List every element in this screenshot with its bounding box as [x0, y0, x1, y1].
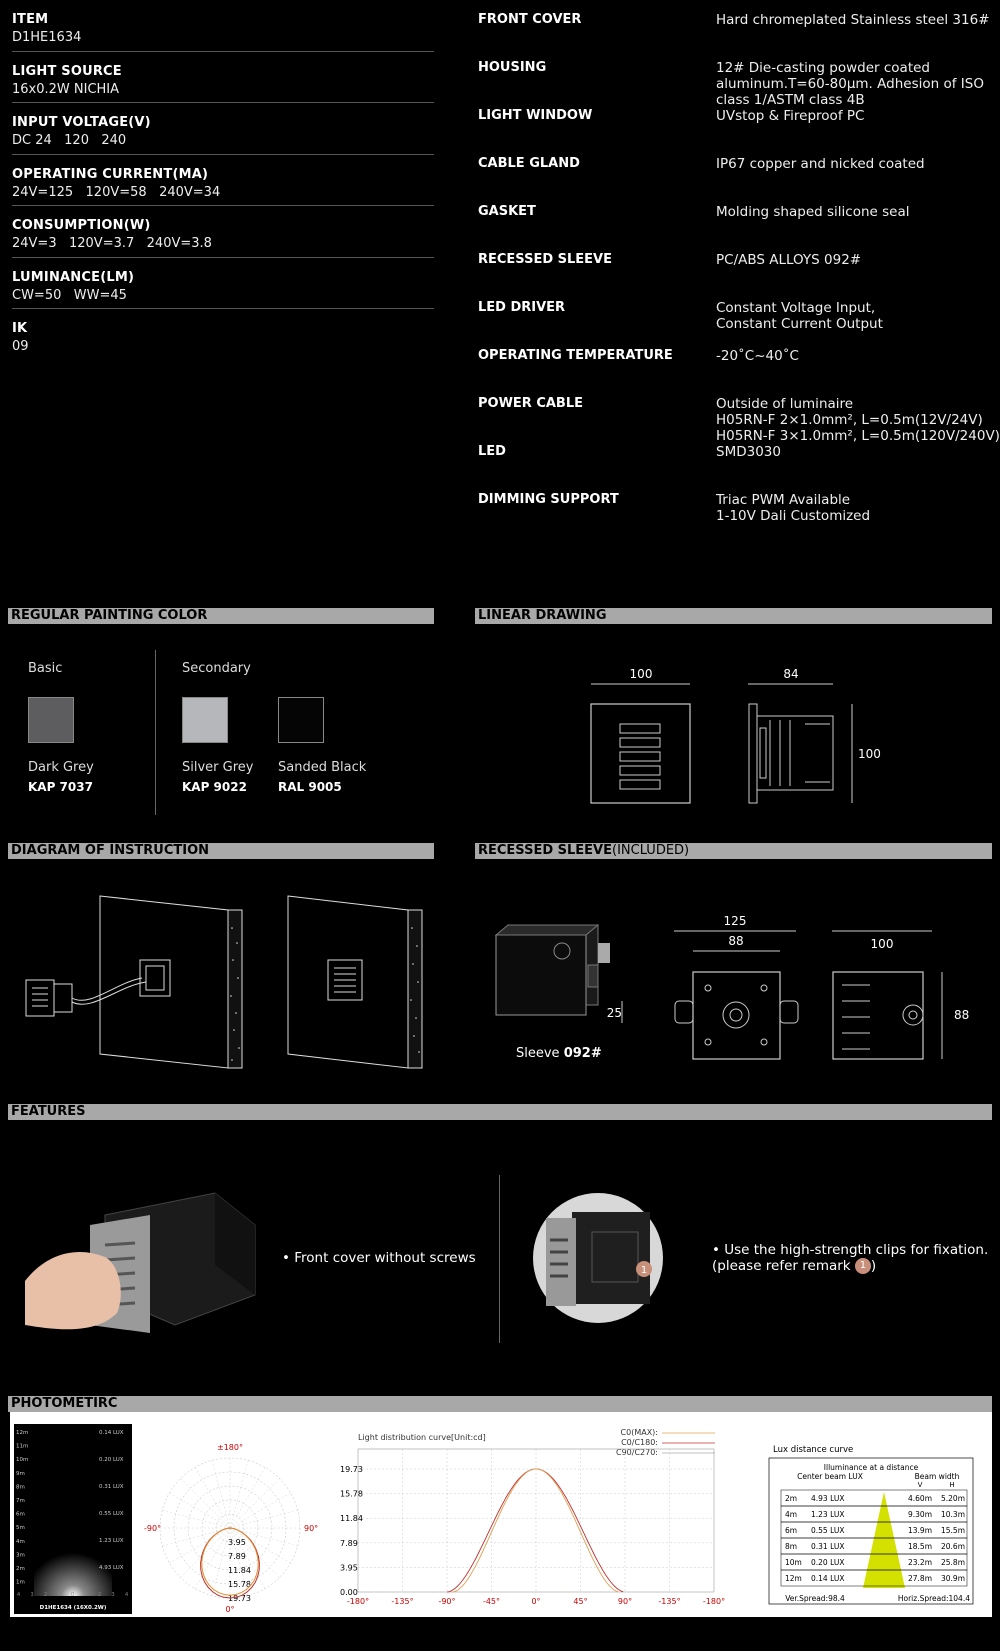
instruction-diagram	[20, 888, 440, 1078]
color-code: KAP 9022	[182, 780, 247, 794]
lux-table-distance: 2m	[785, 1494, 798, 1503]
lux-table-lux: 1.23 LUX	[811, 1510, 845, 1519]
lux-table-header-h: H	[949, 1481, 955, 1489]
lux-table-h: 30.9m	[941, 1574, 966, 1583]
spec-value-line: Outside of luminaire	[716, 396, 854, 412]
spec-value-line: -20˚C~40˚C	[716, 348, 799, 364]
spec-row	[478, 156, 988, 204]
curve-y-tick: 7.89	[340, 1538, 358, 1548]
color-name: Silver Grey	[182, 760, 254, 775]
spec-row	[478, 60, 988, 108]
lux-table-distance: 6m	[785, 1526, 798, 1535]
lux-table-lux: 4.93 LUX	[811, 1494, 845, 1503]
clip-badge: 1	[640, 1265, 648, 1276]
feature-clips-line1: • Use the high-strength clips for fixation.	[712, 1242, 989, 1258]
lux-table-header-center: Center beam LUX	[797, 1472, 863, 1481]
lux-table-row	[781, 1506, 967, 1522]
polar-spoke	[230, 1493, 291, 1528]
spec-row	[12, 0, 434, 52]
lux-table-distance: 10m	[785, 1558, 802, 1567]
color-code: RAL 9005	[278, 780, 342, 794]
sleeve-photo	[488, 905, 628, 1015]
spec-row	[478, 108, 988, 156]
polar-spoke	[181, 1479, 230, 1528]
sleeve-caption-code: 092#	[563, 1046, 602, 1061]
isolux-lux-label: 0.55 LUX	[99, 1511, 124, 1517]
isolux-axis-tick: 3	[30, 1592, 34, 1598]
feature-photo-clip	[532, 1192, 664, 1324]
lux-table-row	[781, 1490, 967, 1506]
spec-value-line: 12# Die-casting powder coated	[716, 60, 931, 76]
curve-x-tick: -180°	[346, 1597, 370, 1606]
lux-table-header-v: V	[917, 1481, 923, 1489]
isolux-distance: 5m	[16, 1525, 25, 1532]
isolux-diagram	[14, 1424, 132, 1614]
sleeve-drawing	[606, 905, 970, 1065]
isolux-axis-tick: 3	[111, 1592, 115, 1598]
right-spec-list	[478, 12, 1000, 540]
dim-overall: 125	[723, 914, 747, 928]
spec-row	[12, 155, 434, 207]
spec-value-line: SMD3030	[716, 444, 781, 460]
curve-series	[447, 1469, 623, 1592]
curve-y-tick: 15.78	[340, 1489, 363, 1499]
curve-y-tick: 0.00	[340, 1588, 358, 1597]
polar-diagram	[140, 1436, 330, 1616]
lux-table-h: 5.20m	[941, 1494, 966, 1503]
spec-label: HOUSING	[478, 60, 547, 75]
lux-table-header-width: Beam width	[914, 1472, 960, 1481]
polar-ring-label: 7.89	[228, 1552, 246, 1561]
spec-label: INPUT VOLTAGE(V)	[12, 115, 151, 130]
section-features: FEATURES	[8, 1104, 992, 1120]
spec-value	[716, 300, 883, 332]
isolux-axis-tick: 2	[44, 1592, 48, 1598]
isolux-lux-label: 4.93 LUX	[99, 1565, 124, 1571]
spec-value-line: PC/ABS ALLOYS 092#	[716, 252, 862, 268]
isolux-distance: 1m	[16, 1579, 25, 1586]
isolux-distance: 2m	[16, 1566, 25, 1572]
lux-table-lux: 0.14 LUX	[811, 1574, 845, 1583]
dim-sleeve-height: 88	[954, 1008, 970, 1022]
spec-value: 16x0.2W NICHIA	[12, 81, 120, 97]
section-painting-color: REGULAR PAINTING COLOR	[8, 608, 434, 624]
curve-legend-label: C0(MAX):	[620, 1428, 658, 1437]
curve-x-tick: -135°	[391, 1597, 414, 1606]
spec-row	[12, 52, 434, 104]
polar-spoke	[181, 1528, 230, 1577]
spec-row	[478, 300, 988, 348]
spec-value: 24V=3 120V=3.7 240V=3.8	[12, 236, 212, 251]
swatch-dark-grey	[28, 697, 74, 743]
polar-label-right: 90°	[304, 1524, 319, 1533]
isolux-lux-label: 0.14 LUX	[99, 1430, 124, 1436]
polar-spoke	[169, 1493, 230, 1528]
spec-row	[478, 252, 988, 300]
curve-y-tick: 11.84	[340, 1514, 363, 1524]
feature-front-cover: • Front cover without screws	[282, 1250, 476, 1266]
lux-table-lux: 0.20 LUX	[811, 1558, 845, 1567]
spec-value	[716, 492, 870, 524]
color-name: Sanded Black	[278, 760, 367, 775]
spec-label: RECESSED SLEEVE	[478, 252, 612, 267]
spec-row	[478, 396, 1000, 444]
spec-value-line: Constant Voltage Input,	[716, 300, 876, 316]
curve-x-tick: 45°	[573, 1597, 588, 1606]
spec-label: FRONT COVER	[478, 12, 582, 27]
spec-value: 09	[12, 339, 29, 354]
left-spec-list	[12, 0, 434, 361]
lux-table-h: 10.3m	[941, 1510, 966, 1519]
isolux-axis-tick: 4	[125, 1592, 129, 1598]
spec-value	[716, 444, 781, 460]
spec-label: CONSUMPTION(W)	[12, 218, 151, 233]
sleeve-subtitle: (INCLUDED)	[612, 843, 690, 858]
lux-table-distance: 12m	[785, 1574, 802, 1583]
spec-label: LUMINANCE(LM)	[12, 269, 135, 285]
spec-row	[478, 444, 988, 492]
spec-label: CABLE GLAND	[478, 156, 580, 171]
isolux-distance: 11m	[16, 1443, 29, 1450]
isolux-lux-label: 1.23 LUX	[99, 1538, 124, 1544]
lux-table-h: 25.8m	[941, 1558, 966, 1567]
spec-value-line: UVstop & Fireproof PC	[716, 108, 865, 124]
isolux-axis-tick: 2	[98, 1592, 102, 1598]
lux-table-v: 23.2m	[908, 1558, 933, 1567]
lux-table-v: 4.60m	[908, 1494, 933, 1503]
curve-legend-label: C0/C180:	[621, 1438, 658, 1447]
secondary-label: Secondary	[182, 661, 251, 676]
curve-title: Light distribution curve[Unit:cd]	[358, 1433, 486, 1442]
remark-badge: 1	[855, 1258, 871, 1274]
lux-table-v: 9.30m	[908, 1510, 933, 1519]
isolux-axis-tick: 1	[57, 1592, 61, 1598]
isolux-axis-tick: 1	[84, 1592, 88, 1598]
polar-ring-label: 15.78	[228, 1580, 251, 1589]
polar-ring-label: 19.73	[228, 1594, 251, 1603]
lux-table-row	[781, 1522, 967, 1538]
isolux-distance: 7m	[16, 1498, 25, 1504]
spec-label: DIMMING SUPPORT	[478, 492, 619, 507]
isolux-lux-label: 0.31 LUX	[99, 1484, 124, 1490]
spec-label: LED DRIVER	[478, 300, 566, 315]
spec-value-line: Triac PWM Available	[716, 492, 851, 508]
spec-label: LED	[478, 444, 506, 459]
spec-row	[12, 206, 434, 258]
curve-x-tick: -135°	[658, 1597, 681, 1606]
spec-value: DC 24 120 240	[12, 133, 127, 148]
spec-value	[716, 252, 861, 268]
feature-clips-remark-end: )	[870, 1258, 877, 1274]
spec-value-line: IP67 copper and nicked coated	[716, 156, 925, 172]
polar-spoke	[230, 1467, 265, 1528]
spec-value-line: Hard chromeplated Stainless steel 316#	[716, 12, 990, 28]
lux-table-distance: 4m	[785, 1510, 798, 1519]
isolux-distance: 3m	[16, 1552, 25, 1559]
isolux-distance: 8m	[16, 1484, 25, 1491]
spec-value	[716, 108, 864, 124]
lux-table-title: Lux distance curve	[773, 1445, 854, 1455]
spec-label: IK	[12, 321, 28, 336]
spec-value-line: 1-10V Dali Customized	[716, 508, 871, 524]
dim-side: 25	[606, 1006, 622, 1020]
sleeve-caption	[516, 1046, 602, 1061]
spec-value	[716, 156, 925, 172]
spec-value	[716, 12, 990, 28]
spec-label: OPERATING TEMPERATURE	[478, 348, 673, 363]
feature-clips	[712, 1242, 988, 1274]
lux-table-distance: 8m	[785, 1542, 798, 1551]
isolux-distance: 4m	[16, 1538, 25, 1545]
polar-ring-label: 3.95	[228, 1538, 246, 1547]
section-recessed-sleeve	[475, 843, 992, 859]
polar-spoke	[230, 1460, 248, 1528]
isolux-distance: 6m	[16, 1511, 25, 1518]
lux-beam-cone	[863, 1492, 905, 1588]
dim-inner: 88	[728, 934, 744, 948]
spec-value: 24V=125 120V=58 240V=34	[12, 184, 221, 200]
spec-label: OPERATING CURRENT(MA)	[12, 166, 209, 182]
color-code: KAP 7037	[28, 780, 93, 794]
polar-spoke	[212, 1460, 230, 1528]
spec-row	[12, 258, 434, 310]
curve-x-tick: 0°	[531, 1597, 541, 1606]
lux-table-lux: 0.31 LUX	[811, 1542, 845, 1551]
lux-table-v: 18.5m	[908, 1542, 933, 1551]
spec-value	[716, 204, 909, 220]
isolux-lux-label: 0.20 LUX	[99, 1457, 124, 1463]
polar-spoke	[230, 1479, 279, 1528]
curve-x-tick: -45°	[482, 1597, 501, 1606]
section-linear-drawing: LINEAR DRAWING	[475, 608, 992, 624]
sleeve-title: RECESSED SLEEVE	[478, 843, 612, 858]
basic-label: Basic	[28, 661, 63, 676]
spec-value-line: aluminum.T=60-80μm. Adhesion of ISO	[716, 76, 984, 92]
spec-value: CW=50 WW=45	[12, 287, 127, 303]
feature-clips-remark: (please refer remark	[712, 1258, 855, 1274]
polar-spoke	[230, 1510, 298, 1528]
polar-ring-label: 11.84	[228, 1566, 251, 1575]
lux-table-header: Illuminance at a distance	[823, 1463, 919, 1472]
curve-legend-label: C90/C270:	[615, 1448, 658, 1457]
feature-clips-line2	[712, 1258, 988, 1274]
lux-table-h: 15.5m	[941, 1526, 966, 1535]
spec-value-line: H05RN-F 3×1.0mm², L=0.5m(120V/240V)	[716, 428, 1000, 444]
polar-spoke	[162, 1528, 230, 1546]
polar-spoke	[169, 1528, 230, 1563]
dim-height: 100	[858, 747, 881, 761]
dim-depth: 84	[783, 667, 799, 681]
spec-row	[478, 204, 988, 252]
swatch-sanded-black	[278, 697, 324, 743]
spec-label: LIGHT SOURCE	[12, 63, 122, 79]
spec-value-line: class 1/ASTM class 4B	[716, 92, 865, 108]
isolux-axis-tick: 4	[17, 1592, 21, 1598]
spec-row	[478, 492, 988, 540]
lux-ver-spread: Ver.Spread:98.4	[785, 1594, 845, 1603]
color-name: Dark Grey	[28, 760, 94, 775]
dim-width: 100	[629, 667, 653, 681]
linear-drawing	[580, 660, 880, 810]
polar-spoke	[162, 1510, 230, 1528]
spec-row	[12, 103, 434, 155]
feature-divider	[499, 1175, 500, 1343]
section-instruction: DIAGRAM OF INSTRUCTION	[8, 843, 434, 859]
polar-label-top: ±180°	[217, 1443, 243, 1452]
spec-label: POWER CABLE	[478, 396, 584, 411]
sleeve-caption-text: Sleeve	[516, 1046, 564, 1061]
isolux-caption: D1HE1634 (16X0.2W)	[39, 1605, 107, 1611]
isolux-distance: 12m	[16, 1430, 29, 1436]
lux-table-h: 20.6m	[941, 1542, 966, 1551]
curve-series	[452, 1469, 618, 1592]
curve-y-tick: 19.73	[340, 1465, 363, 1474]
spec-value	[716, 396, 1000, 444]
color-divider	[155, 650, 156, 815]
swatch-silver-grey	[182, 697, 228, 743]
light-distribution-chart	[340, 1424, 750, 1614]
feature-photo-hand	[25, 1185, 255, 1335]
dim-sleeve-depth: 100	[870, 937, 894, 951]
curve-y-tick: 3.95	[340, 1563, 358, 1573]
spec-value-line: Molding shaped silicone seal	[716, 204, 910, 220]
isolux-distance: 10m	[16, 1457, 29, 1464]
curve-x-tick: -90°	[438, 1597, 456, 1606]
lux-table-v: 27.8m	[908, 1574, 933, 1583]
polar-label-bottom: 0°	[225, 1605, 235, 1614]
spec-row	[12, 309, 434, 361]
spec-value	[716, 348, 799, 364]
curve-x-tick: 90°	[617, 1597, 633, 1606]
spec-value	[716, 60, 984, 108]
spec-label: ITEM	[12, 12, 49, 27]
isolux-axis-tick: 0	[71, 1592, 75, 1598]
spec-value-line: Constant Current Output	[716, 316, 883, 332]
lux-table-lux: 0.55 LUX	[811, 1526, 845, 1535]
lux-distance-table	[765, 1444, 985, 1614]
spec-row	[478, 348, 988, 396]
polar-label-left: -90°	[144, 1524, 162, 1533]
polar-spoke	[195, 1467, 230, 1528]
lux-table-v: 13.9m	[908, 1526, 933, 1535]
isolux-distance: 9m	[16, 1470, 25, 1477]
section-photometric: PHOTOMETIRC	[8, 1396, 992, 1412]
spec-value-line: H05RN-F 2×1.0mm², L=0.5m(12V/24V)	[716, 412, 983, 428]
spec-label: GASKET	[478, 204, 536, 219]
spec-value: D1HE1634	[12, 30, 82, 45]
lux-hor-spread: Horiz.Spread:104.4	[897, 1594, 970, 1603]
spec-label: LIGHT WINDOW	[478, 108, 593, 123]
spec-row	[478, 12, 988, 60]
curve-x-tick: -180°	[702, 1597, 726, 1606]
